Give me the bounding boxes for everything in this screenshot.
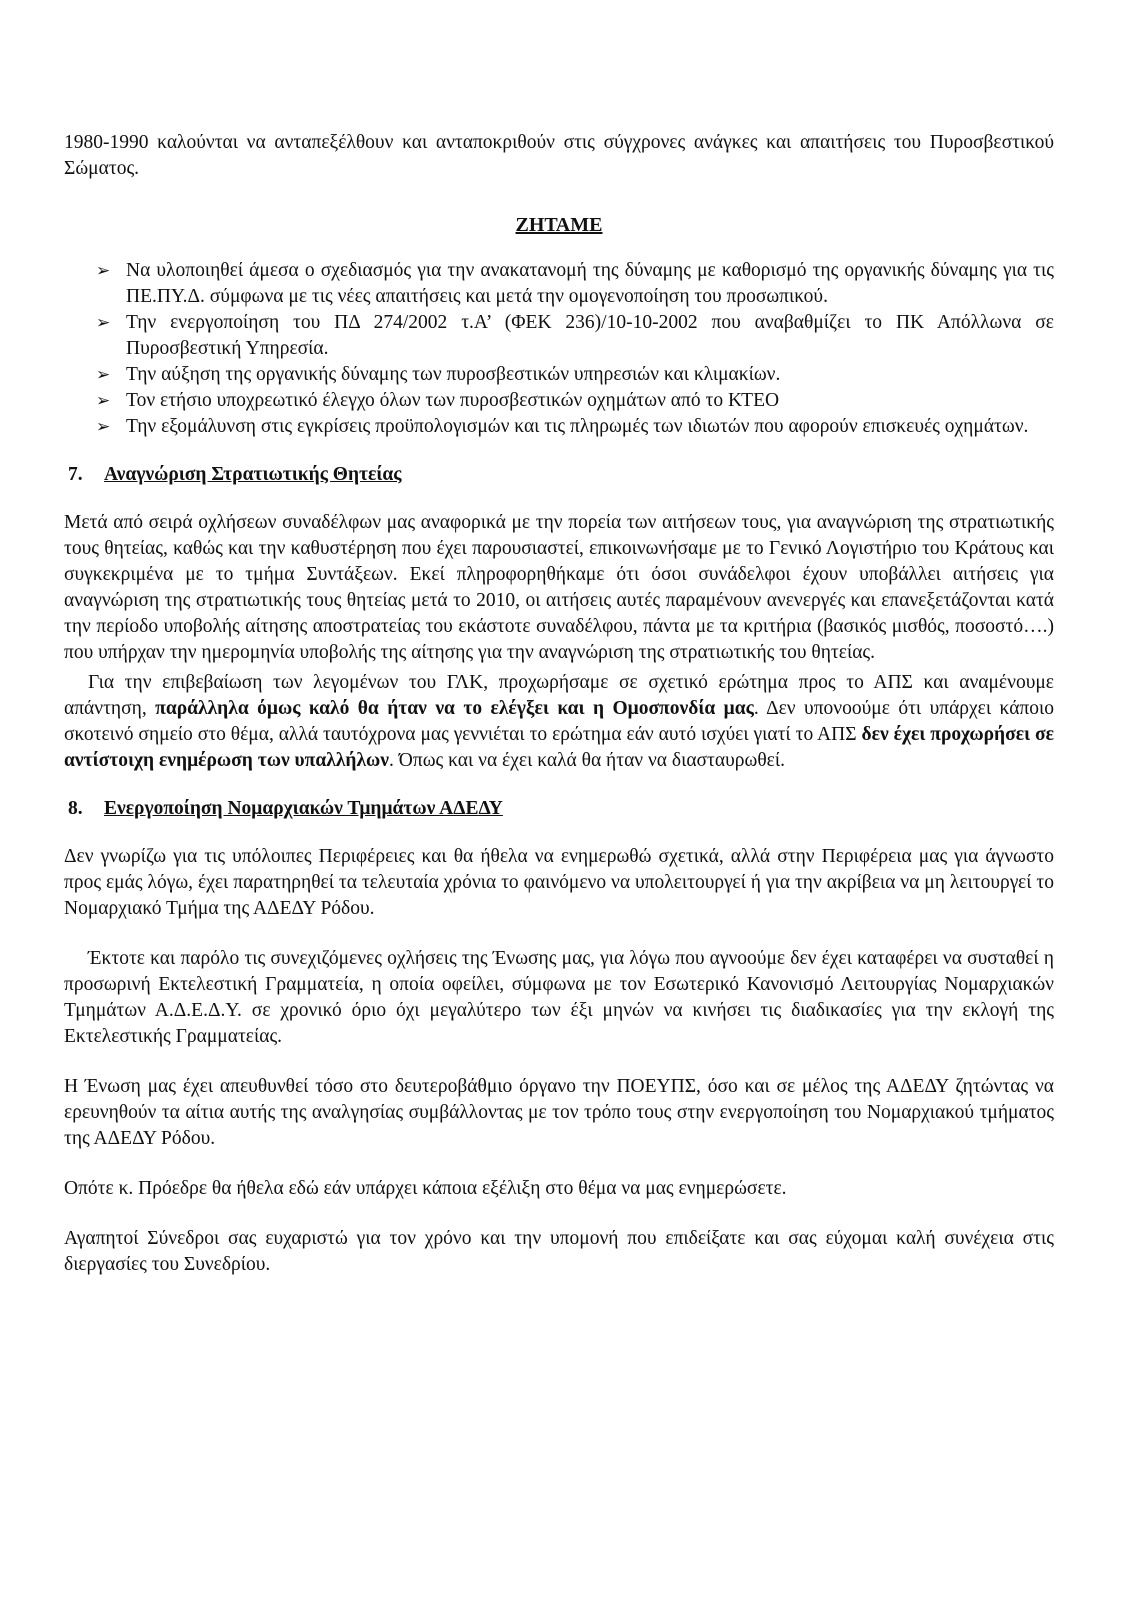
- list-item-text: Τον ετήσιο υποχρεωτικό έλεγχο όλων των πυροσβεστικών οχημάτων από το ΚΤΕΟ: [126, 390, 780, 411]
- section-8-title: Ενεργοποίηση Νομαρχιακών Τμημάτων ΑΔΕΔΥ: [104, 798, 503, 819]
- arrowhead-bullet-icon: ➢: [96, 391, 111, 411]
- list-item-text: Την εξομάλυνση στις εγκρίσεις προϋπολογισμών και τις πληρωμές των ιδιωτών που αφορούν επισκευές οχημάτων.: [126, 416, 1029, 437]
- arrowhead-bullet-icon: ➢: [96, 261, 111, 281]
- section-7-para2-text-a: Για την επιβεβαίωση των λεγομένων του ΓΛΚ, προχωρήσαμε σε σχετικό ερώτημα προς το ΑΠΣ και αναμένουμε απάντηση,: [64, 672, 1054, 719]
- demands-heading: ΖΗΤΑΜΕ: [515, 214, 603, 236]
- section-8-paragraph-3: Η Ένωση μας έχει απευθυνθεί τόσο στο δευτεροβάθμιο όργανο την ΠΟΕΥΠΣ, όσο και σε μέλος της ΑΔΕΔΥ ζητώντας να ερευνηθούν τα αίτια αυτής της αναλγησίας συμβάλλοντας με τον τρόπο τους στην ενεργοποίηση του Νομαρχιακού τμήματος της ΑΔΕΔΥ Ρόδου.: [64, 1076, 1054, 1149]
- section-8-paragraph-5: Αγαπητοί Σύνεδροι σας ευχαριστώ για τον χρόνο και την υπομονή που επιδείξατε και σας εύχομαι καλή συνέχεια στις διεργασίες του Συνεδρίου.: [64, 1228, 1054, 1275]
- section-7-para2-emphasis-1: παράλληλα όμως καλό θα ήταν να το ελέγξει και η Ομοσπονδία μας: [155, 698, 754, 719]
- document-page: [64, 130, 1054, 1278]
- list-item-text: Την αύξηση της οργανικής δύναμης των πυροσβεστικών υπηρεσιών και κλιμακίων.: [126, 364, 781, 385]
- intro-paragraph: 1980-1990 καλούνται να ανταπεξέλθουν και ανταποκριθούν στις σύγχρονες ανάγκες και απαιτήσεις του Πυροσβεστικού Σώματος.: [64, 132, 1054, 179]
- section-7-para2-text-e: . Όπως και να έχει καλά θα ήταν να διασταυρωθεί.: [389, 750, 785, 771]
- section-7-paragraph-2: [64, 670, 1054, 774]
- section-7-heading: [64, 462, 1054, 488]
- section-8-heading: [64, 796, 1054, 822]
- list-item: [64, 310, 1054, 362]
- list-item-text: Να υλοποιηθεί άμεσα ο σχεδιασμός για την ανακατανομή της δύναμης με καθορισμό της οργανικής δύναμης για τις ΠΕ.ΠΥ.Δ. σύμφωνα με τις νέες απαιτήσεις και μετά την ομογενοποίηση του προσωπικού.: [126, 260, 1054, 307]
- section-7-paragraph-1: Μετά από σειρά οχλήσεων συναδέλφων μας αναφορικά με την πορεία των αιτήσεων τους, για αναγνώριση της στρατιωτικής τους θητείας, καθώς και την καθυστέρηση που έχει παρουσιαστεί, επικοινωνήσαμε με το Γενικό Λογιστήριο του Κράτους και συγκεκριμένα με το τμήμα Συντάξεων. Εκεί πληροφορηθήκαμε ότι όσοι συνάδελφοι έχουν υποβάλλει αιτήσεις για αναγνώριση της στρατιωτικής τους θητείας μετά το 2010, οι αιτήσεις αυτές παραμένουν ανενεργές και επανεξετάζονται κατά την περίοδο υποβολής αίτησης αποστρατείας του εκάστοτε συναδέλφου, πάντα με τα κριτήρια (βασικός μισθός, ποσοστό….) που υπήρχαν την ημερομηνία υποβολής της αίτησης για την αναγνώριση της στρατιωτικής του θητείας.: [64, 512, 1054, 663]
- arrowhead-bullet-icon: ➢: [96, 313, 111, 333]
- section-7-title: Αναγνώριση Στρατιωτικής Θητείας: [104, 464, 402, 485]
- demands-list: [64, 258, 1054, 440]
- list-item: [64, 258, 1054, 310]
- list-item: [64, 388, 1054, 414]
- section-8-paragraph-4: Οπότε κ. Πρόεδρε θα ήθελα εδώ εάν υπάρχει κάποια εξέλιξη στο θέμα να μας ενημερώσετε.: [64, 1178, 787, 1199]
- list-item: [64, 362, 1054, 388]
- arrowhead-bullet-icon: ➢: [96, 417, 111, 437]
- list-item: [64, 414, 1054, 440]
- section-8-number: 8.: [68, 798, 83, 819]
- list-item-text: Την ενεργοποίηση του ΠΔ 274/2002 τ.Α’ (ΦΕΚ 236)/10-10-2002 που αναβαθμίζει το ΠΚ Απόλλωνα σε Πυροσβεστική Υπηρεσία.: [126, 312, 1054, 359]
- section-7-para2-emphasis-2: δεν έχει προχωρήσει σε αντίστοιχη ενημέρωση των υπαλλήλων: [64, 724, 1054, 771]
- section-8-paragraph-2: Έκτοτε και παρόλο τις συνεχιζόμενες οχλήσεις της Ένωσης μας, για λόγω που αγνοούμε δεν έχει καταφέρει να συσταθεί η προσωρινή Εκτελεστική Γραμματεία, η οποία οφείλει, σύμφωνα με τον Εσωτερικό Κανονισμό Λειτουργίας Νομαρχιακών Τμημάτων Α.Δ.Ε.Δ.Υ. σε χρονικό όριο όχι μεγαλύτερο των έξι μηνών να κινήσει τις διαδικασίες για την εκλογή της Εκτελεστικής Γραμματείας.: [64, 948, 1054, 1047]
- arrowhead-bullet-icon: ➢: [96, 365, 111, 385]
- section-7-para2-text-c: . Δεν υπονοούμε ότι υπάρχει κάποιο σκοτεινό σημείο στο θέμα, αλλά ταυτόχρονα μας γεννιέται το ερώτημα εάν αυτό ισχύει γιατί το ΑΠΣ: [64, 698, 1055, 745]
- section-8-paragraph-1: Δεν γνωρίζω για τις υπόλοιπες Περιφέρειες και θα ήθελα να ενημερωθώ σχετικά, αλλά στην Περιφέρεια μας για άγνωστο προς εμάς λόγω, έχει παρατηρηθεί τα τελευταία χρόνια το φαινόμενο να υπολειτουργεί ή για την ακρίβεια να μη λειτουργεί το Νομαρχιακό Τμήμα της ΑΔΕΔΥ Ρόδου.: [64, 846, 1054, 919]
- section-7-number: 7.: [68, 464, 83, 485]
